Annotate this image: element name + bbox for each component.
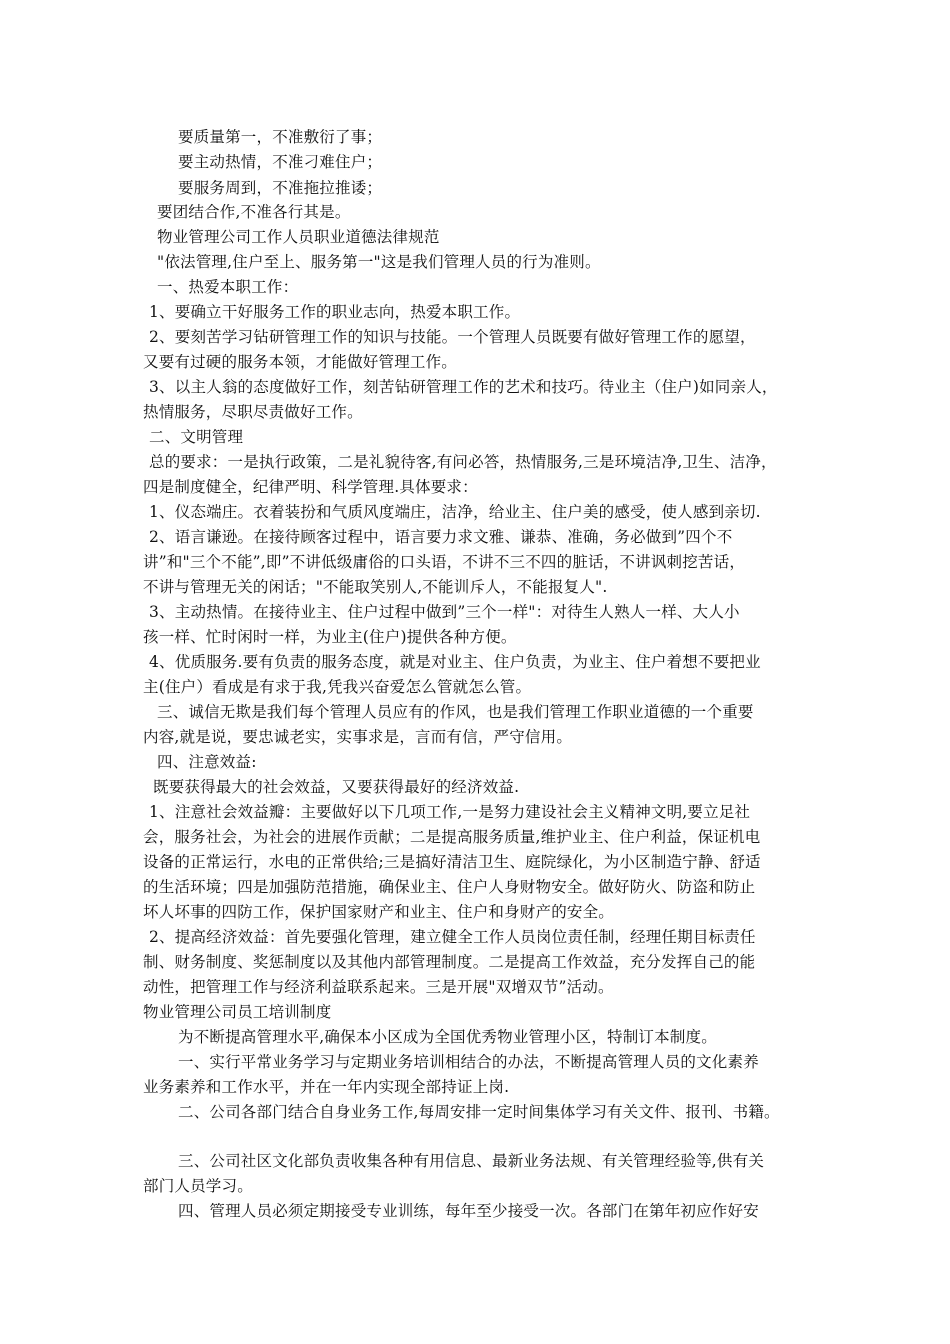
text-line: 要团结合作,不准各行其是。 xyxy=(157,203,351,221)
text-line: 要质量第一，不准敷衍了事； xyxy=(178,128,383,146)
text-line: 总的要求：一是执行政策，二是礼貌待客,有问必答，热情服务,三是环境洁净,卫生、洁净， xyxy=(149,453,777,471)
section-heading: 物业管理公司工作人员职业道德法律规范 xyxy=(157,228,440,246)
text-line: 1、要确立干好服务工作的职业志向，热爱本职工作。 xyxy=(149,303,521,321)
text-line: 4、优质服务.要有负责的服务态度，就是对业主、住户负责，为业主、住户着想不要把业 xyxy=(149,653,761,671)
text-line: 2、语言谦逊。在接待顾客过程中，语言要力求文雅、谦恭、准确，务必做到”四个不 xyxy=(149,528,733,546)
text-line: 动性，把管理工作与经济利益联系起来。三是开展"双增双节”活动。 xyxy=(143,978,614,996)
text-line: 2、提高经济效益：首先要强化管理，建立健全工作人员岗位责任制，经理任期目标责任 xyxy=(149,928,756,946)
text-line: 业务素养和工作水平，并在一年内实现全部持证上岗. xyxy=(143,1078,510,1096)
text-line: 部门人员学习。 xyxy=(143,1177,253,1195)
text-line: 孩一样、忙时闲时一样，为业主(住户)提供各种方便。 xyxy=(143,628,517,646)
text-line: 1、仪态端庄。衣着装扮和气质风度端庄，洁净，给业主、住户美的感受，使人感到亲切. xyxy=(149,503,761,521)
text-line: 二、文明管理 xyxy=(149,428,244,446)
section-heading: 物业管理公司员工培训制度 xyxy=(143,1003,332,1021)
text-line: 要服务周到，不准拖拉推诿； xyxy=(178,179,383,197)
text-line: 3、主动热情。在接待业主、住户过程中做到”三个一样"：对待生人熟人一样、大人小 xyxy=(149,603,740,621)
text-line: 1、注意社会效益瓣：主要做好以下几项工作,一是努力建设社会主义精神文明,要立足社 xyxy=(149,803,751,821)
text-line: 内容,就是说，要忠诚老实，实事求是，言而有信，严守信用。 xyxy=(143,728,573,746)
text-line: 坏人坏事的四防工作，保护国家财产和业主、住户和身财产的安全。 xyxy=(143,903,615,921)
text-line: 三、诚信无欺是我们每个管理人员应有的作风，也是我们管理工作职业道德的一个重要 xyxy=(157,703,754,721)
text-line: 四、管理人员必须定期接受专业训练，每年至少接受一次。各部门在第年初应作好安 xyxy=(178,1202,759,1220)
text-line: 不讲与管理无关的闲话；"不能取笑别人,不能训斥人，不能报复人". xyxy=(143,578,608,596)
text-line: 四是制度健全，纪律严明、科学管理.具体要求： xyxy=(143,478,478,496)
text-line: 主(住户）看成是有求于我,凭我兴奋爱怎么管就怎么管。 xyxy=(143,678,532,696)
text-line: 设备的正常运行，水电的正常供给;三是搞好清洁卫生、庭院绿化，为小区制造宁静、舒适 xyxy=(143,853,761,871)
text-line: 热情服务，尽职尽责做好工作。 xyxy=(143,403,363,421)
text-line: "依法管理,住户至上、服务第一"这是我们管理人员的行为准则。 xyxy=(157,253,601,271)
text-line: 3、以主人翁的态度做好工作，刻苦钻研管理工作的艺术和技巧。待业主（住户)如同亲人， xyxy=(149,378,778,396)
text-line: 一、热爱本职工作： xyxy=(157,278,299,296)
text-line: 2、要刻苦学习钻研管理工作的知识与技能。一个管理人员既要有做好管理工作的愿望， xyxy=(149,328,756,346)
text-line: 既要获得最大的社会效益，又要获得最好的经济效益. xyxy=(153,778,520,796)
text-line: 二、公司各部门结合自身业务工作,每周安排一定时间集体学习有关文件、报刊、书籍。 xyxy=(178,1103,780,1121)
text-line: 会，服务社会，为社会的进展作贡献；二是提高服务质量,维护业主、住户利益，保证机电 xyxy=(143,828,761,846)
text-line: 要主动热情，不准刁难住户； xyxy=(178,153,383,171)
text-line: 一、实行平常业务学习与定期业务培训相结合的办法，不断提高管理人员的文化素养 xyxy=(178,1053,759,1071)
text-line: 的生活环境；四是加强防范措施，确保业主、住户人身财物安全。做好防火、防盗和防止 xyxy=(143,878,756,896)
text-line: 又要有过硬的服务本领，才能做好管理工作。 xyxy=(143,353,458,371)
text-line: 三、公司社区文化部负责收集各种有用信息、最新业务法规、有关管理经验等,供有关 xyxy=(178,1152,765,1170)
text-line: 制、财务制度、奖惩制度以及其他内部管理制度。二是提高工作效益，充分发挥自己的能 xyxy=(143,953,756,971)
text-line: 讲”和"三个不能”,即”不讲低级庸俗的口头语，不讲不三不四的脏话，不讲讽刺挖苦话， xyxy=(143,553,746,571)
text-line: 四、注意效益: xyxy=(157,753,257,771)
text-line: 为不断提高管理水平,确保本小区成为全国优秀物业管理小区，特制订本制度。 xyxy=(178,1028,717,1046)
